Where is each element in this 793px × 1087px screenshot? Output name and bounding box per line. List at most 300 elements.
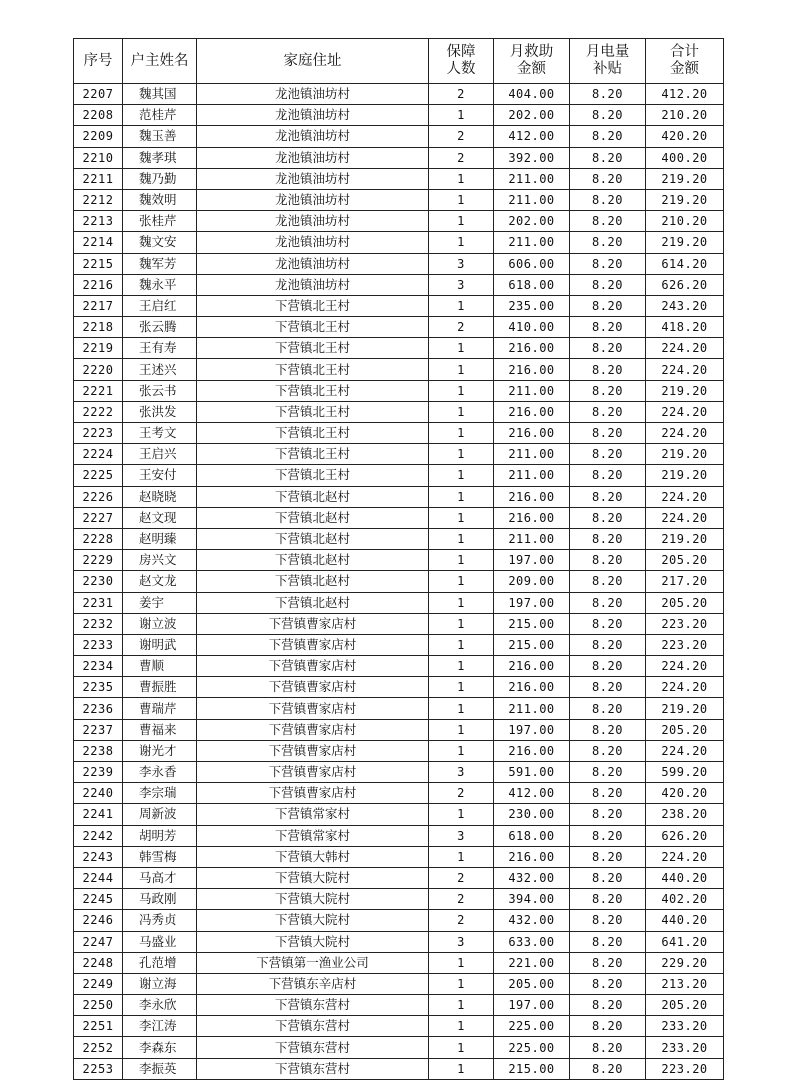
address-cell: 龙池镇油坊村 [197,147,429,168]
power-cell: 8.20 [570,571,646,592]
seq-cell: 2238 [74,740,123,761]
people-cell: 1 [429,677,494,698]
people-cell: 2 [429,317,494,338]
name-cell: 王述兴 [123,359,197,380]
people-cell: 1 [429,211,494,232]
seq-cell: 2244 [74,867,123,888]
power-cell: 8.20 [570,507,646,528]
seq-cell: 2227 [74,507,123,528]
address-cell: 下营镇第一渔业公司 [197,952,429,973]
seq-cell: 2226 [74,486,123,507]
address-cell: 下营镇北赵村 [197,507,429,528]
power-cell: 8.20 [570,783,646,804]
header-aid-line1: 月救助 [509,44,554,60]
power-cell: 8.20 [570,253,646,274]
address-cell: 龙池镇油坊村 [197,189,429,210]
people-cell: 1 [429,105,494,126]
name-cell: 马盛业 [123,931,197,952]
seq-cell: 2209 [74,126,123,147]
people-cell: 2 [429,867,494,888]
relief-roster-table [73,38,724,1080]
table-row [74,677,724,698]
power-cell: 8.20 [570,995,646,1016]
header-people [429,39,494,84]
table-row [74,571,724,592]
seq-cell: 2218 [74,317,123,338]
address-cell: 龙池镇油坊村 [197,232,429,253]
name-cell: 魏其国 [123,84,197,105]
people-cell: 1 [429,168,494,189]
name-cell: 李振英 [123,1058,197,1079]
people-cell: 1 [429,698,494,719]
people-cell: 1 [429,550,494,571]
name-cell: 王安付 [123,465,197,486]
total-cell: 223.20 [646,634,724,655]
power-cell: 8.20 [570,486,646,507]
table-row [74,317,724,338]
power-cell: 8.20 [570,698,646,719]
people-cell: 1 [429,295,494,316]
total-cell: 400.20 [646,147,724,168]
seq-cell: 2215 [74,253,123,274]
power-cell: 8.20 [570,380,646,401]
seq-cell: 2242 [74,825,123,846]
people-cell: 1 [429,1016,494,1037]
total-cell: 233.20 [646,1037,724,1058]
total-cell: 219.20 [646,168,724,189]
table-row [74,846,724,867]
aid-cell: 394.00 [494,889,570,910]
total-cell: 420.20 [646,126,724,147]
address-cell: 下营镇常家村 [197,804,429,825]
aid-cell: 211.00 [494,232,570,253]
total-cell: 223.20 [646,613,724,634]
aid-cell: 606.00 [494,253,570,274]
table-row [74,359,724,380]
people-cell: 1 [429,846,494,867]
aid-cell: 404.00 [494,84,570,105]
people-cell: 1 [429,571,494,592]
aid-cell: 211.00 [494,698,570,719]
address-cell: 下营镇北王村 [197,317,429,338]
seq-cell: 2216 [74,274,123,295]
address-cell: 下营镇北王村 [197,423,429,444]
table-row [74,1037,724,1058]
address-cell: 下营镇北王村 [197,338,429,359]
power-cell: 8.20 [570,338,646,359]
people-cell: 2 [429,910,494,931]
aid-cell: 225.00 [494,1016,570,1037]
seq-cell: 2240 [74,783,123,804]
name-cell: 谢立波 [123,613,197,634]
header-total-line2: 金额 [670,61,699,77]
address-cell: 下营镇曹家店村 [197,698,429,719]
seq-cell: 2239 [74,762,123,783]
name-cell: 赵明臻 [123,528,197,549]
address-cell: 下营镇大院村 [197,910,429,931]
seq-cell: 2251 [74,1016,123,1037]
people-cell: 1 [429,359,494,380]
address-cell: 下营镇东营村 [197,995,429,1016]
people-cell: 2 [429,889,494,910]
people-cell: 1 [429,1058,494,1079]
people-cell: 1 [429,465,494,486]
name-cell: 张云腾 [123,317,197,338]
total-cell: 233.20 [646,1016,724,1037]
table-row [74,995,724,1016]
people-cell: 1 [429,423,494,444]
address-cell: 下营镇大院村 [197,931,429,952]
total-cell: 229.20 [646,952,724,973]
header-total-line1: 合计 [670,44,699,60]
people-cell: 3 [429,274,494,295]
table-row [74,973,724,994]
seq-cell: 2241 [74,804,123,825]
table-row [74,126,724,147]
power-cell: 8.20 [570,84,646,105]
name-cell: 张云书 [123,380,197,401]
name-cell: 曹顺 [123,656,197,677]
seq-cell: 2235 [74,677,123,698]
aid-cell: 197.00 [494,592,570,613]
address-cell: 下营镇北赵村 [197,592,429,613]
power-cell: 8.20 [570,168,646,189]
name-cell: 李永欣 [123,995,197,1016]
table-row [74,762,724,783]
table-row [74,486,724,507]
table-row [74,889,724,910]
seq-cell: 2231 [74,592,123,613]
power-cell: 8.20 [570,1037,646,1058]
address-cell: 下营镇北赵村 [197,571,429,592]
aid-cell: 216.00 [494,423,570,444]
people-cell: 1 [429,338,494,359]
address-cell: 下营镇常家村 [197,825,429,846]
people-cell: 2 [429,783,494,804]
address-cell: 下营镇曹家店村 [197,762,429,783]
total-cell: 205.20 [646,550,724,571]
seq-cell: 2247 [74,931,123,952]
address-cell: 下营镇北赵村 [197,550,429,571]
table-row [74,740,724,761]
table-row [74,380,724,401]
aid-cell: 197.00 [494,719,570,740]
aid-cell: 216.00 [494,338,570,359]
total-cell: 205.20 [646,719,724,740]
aid-cell: 211.00 [494,189,570,210]
address-cell: 下营镇东营村 [197,1037,429,1058]
people-cell: 1 [429,995,494,1016]
name-cell: 姜宇 [123,592,197,613]
table-row [74,867,724,888]
people-cell: 1 [429,613,494,634]
power-cell: 8.20 [570,211,646,232]
seq-cell: 2220 [74,359,123,380]
power-cell: 8.20 [570,147,646,168]
aid-cell: 202.00 [494,105,570,126]
total-cell: 219.20 [646,698,724,719]
aid-cell: 410.00 [494,317,570,338]
name-cell: 王有寿 [123,338,197,359]
name-cell: 谢立海 [123,973,197,994]
total-cell: 224.20 [646,338,724,359]
table-row [74,804,724,825]
people-cell: 1 [429,719,494,740]
seq-cell: 2225 [74,465,123,486]
address-cell: 下营镇北王村 [197,465,429,486]
aid-cell: 211.00 [494,465,570,486]
header-name: 户主姓名 [123,39,197,84]
table-row [74,465,724,486]
aid-cell: 618.00 [494,825,570,846]
address-cell: 下营镇曹家店村 [197,634,429,655]
seq-cell: 2252 [74,1037,123,1058]
table-row [74,147,724,168]
table-row [74,825,724,846]
total-cell: 243.20 [646,295,724,316]
address-cell: 下营镇北赵村 [197,528,429,549]
seq-cell: 2213 [74,211,123,232]
power-cell: 8.20 [570,867,646,888]
power-cell: 8.20 [570,232,646,253]
total-cell: 440.20 [646,867,724,888]
address-cell: 龙池镇油坊村 [197,168,429,189]
people-cell: 3 [429,931,494,952]
total-cell: 626.20 [646,825,724,846]
aid-cell: 618.00 [494,274,570,295]
power-cell: 8.20 [570,931,646,952]
name-cell: 李永香 [123,762,197,783]
seq-cell: 2248 [74,952,123,973]
table-row [74,444,724,465]
table-row [74,189,724,210]
total-cell: 223.20 [646,1058,724,1079]
aid-cell: 216.00 [494,740,570,761]
people-cell: 1 [429,380,494,401]
total-cell: 224.20 [646,507,724,528]
name-cell: 张洪发 [123,401,197,422]
total-cell: 440.20 [646,910,724,931]
power-cell: 8.20 [570,910,646,931]
seq-cell: 2249 [74,973,123,994]
address-cell: 下营镇东辛店村 [197,973,429,994]
power-cell: 8.20 [570,825,646,846]
aid-cell: 432.00 [494,867,570,888]
people-cell: 3 [429,825,494,846]
address-cell: 龙池镇油坊村 [197,126,429,147]
total-cell: 420.20 [646,783,724,804]
power-cell: 8.20 [570,889,646,910]
power-cell: 8.20 [570,126,646,147]
aid-cell: 211.00 [494,528,570,549]
aid-cell: 215.00 [494,613,570,634]
power-cell: 8.20 [570,1058,646,1079]
address-cell: 下营镇曹家店村 [197,656,429,677]
aid-cell: 197.00 [494,995,570,1016]
power-cell: 8.20 [570,189,646,210]
aid-cell: 221.00 [494,952,570,973]
total-cell: 217.20 [646,571,724,592]
table-row [74,550,724,571]
seq-cell: 2246 [74,910,123,931]
aid-cell: 412.00 [494,126,570,147]
seq-cell: 2245 [74,889,123,910]
total-cell: 210.20 [646,105,724,126]
people-cell: 1 [429,486,494,507]
table-row [74,1058,724,1079]
name-cell: 王启红 [123,295,197,316]
name-cell: 孔范增 [123,952,197,973]
aid-cell: 216.00 [494,846,570,867]
aid-cell: 215.00 [494,634,570,655]
total-cell: 205.20 [646,995,724,1016]
address-cell: 下营镇曹家店村 [197,783,429,804]
people-cell: 1 [429,401,494,422]
table-row [74,634,724,655]
name-cell: 范桂芹 [123,105,197,126]
people-cell: 1 [429,740,494,761]
table-row [74,783,724,804]
total-cell: 219.20 [646,444,724,465]
table-row [74,401,724,422]
aid-cell: 216.00 [494,677,570,698]
people-cell: 2 [429,84,494,105]
power-cell: 8.20 [570,105,646,126]
table-row [74,84,724,105]
name-cell: 韩雪梅 [123,846,197,867]
aid-cell: 197.00 [494,550,570,571]
total-cell: 219.20 [646,465,724,486]
aid-cell: 211.00 [494,380,570,401]
power-cell: 8.20 [570,613,646,634]
total-cell: 205.20 [646,592,724,613]
seq-cell: 2207 [74,84,123,105]
seq-cell: 2208 [74,105,123,126]
aid-cell: 211.00 [494,444,570,465]
name-cell: 曹福来 [123,719,197,740]
name-cell: 赵文龙 [123,571,197,592]
total-cell: 210.20 [646,211,724,232]
roster-body [74,84,724,1080]
total-cell: 213.20 [646,973,724,994]
people-cell: 3 [429,253,494,274]
power-cell: 8.20 [570,762,646,783]
people-cell: 1 [429,656,494,677]
aid-cell: 216.00 [494,401,570,422]
power-cell: 8.20 [570,952,646,973]
table-row [74,952,724,973]
aid-cell: 216.00 [494,486,570,507]
address-cell: 下营镇北王村 [197,401,429,422]
power-cell: 8.20 [570,359,646,380]
name-cell: 曹瑞芹 [123,698,197,719]
name-cell: 魏军芳 [123,253,197,274]
address-cell: 下营镇北王村 [197,444,429,465]
name-cell: 魏效明 [123,189,197,210]
seq-cell: 2234 [74,656,123,677]
seq-cell: 2233 [74,634,123,655]
aid-cell: 216.00 [494,507,570,528]
address-cell: 下营镇北王村 [197,380,429,401]
header-aid [494,39,570,84]
address-cell: 下营镇北赵村 [197,486,429,507]
name-cell: 冯秀贞 [123,910,197,931]
people-cell: 1 [429,507,494,528]
people-cell: 1 [429,952,494,973]
name-cell: 李江涛 [123,1016,197,1037]
address-cell: 龙池镇油坊村 [197,105,429,126]
seq-cell: 2250 [74,995,123,1016]
header-power [570,39,646,84]
seq-cell: 2221 [74,380,123,401]
total-cell: 238.20 [646,804,724,825]
aid-cell: 211.00 [494,168,570,189]
aid-cell: 591.00 [494,762,570,783]
seq-cell: 2230 [74,571,123,592]
address-cell: 下营镇大院村 [197,867,429,888]
total-cell: 224.20 [646,359,724,380]
table-row [74,274,724,295]
total-cell: 219.20 [646,528,724,549]
header-power-line1: 月电量 [585,44,630,60]
power-cell: 8.20 [570,592,646,613]
total-cell: 614.20 [646,253,724,274]
total-cell: 224.20 [646,740,724,761]
seq-cell: 2211 [74,168,123,189]
name-cell: 魏玉善 [123,126,197,147]
aid-cell: 209.00 [494,571,570,592]
total-cell: 219.20 [646,232,724,253]
power-cell: 8.20 [570,401,646,422]
address-cell: 下营镇北王村 [197,295,429,316]
table-row [74,1016,724,1037]
header-people-line1: 保障 [446,44,476,60]
address-cell: 龙池镇油坊村 [197,84,429,105]
name-cell: 周新波 [123,804,197,825]
address-cell: 下营镇曹家店村 [197,740,429,761]
table-row [74,253,724,274]
seq-cell: 2236 [74,698,123,719]
header-people-line2: 人数 [446,61,476,77]
address-cell: 龙池镇油坊村 [197,211,429,232]
people-cell: 1 [429,232,494,253]
people-cell: 1 [429,1037,494,1058]
people-cell: 1 [429,444,494,465]
seq-cell: 2217 [74,295,123,316]
power-cell: 8.20 [570,444,646,465]
power-cell: 8.20 [570,804,646,825]
power-cell: 8.20 [570,274,646,295]
power-cell: 8.20 [570,317,646,338]
aid-cell: 432.00 [494,910,570,931]
total-cell: 402.20 [646,889,724,910]
name-cell: 王启兴 [123,444,197,465]
aid-cell: 225.00 [494,1037,570,1058]
name-cell: 房兴文 [123,550,197,571]
aid-cell: 230.00 [494,804,570,825]
table-row [74,528,724,549]
total-cell: 418.20 [646,317,724,338]
table-row [74,613,724,634]
name-cell: 王考文 [123,423,197,444]
aid-cell: 202.00 [494,211,570,232]
power-cell: 8.20 [570,740,646,761]
seq-cell: 2224 [74,444,123,465]
name-cell: 魏文安 [123,232,197,253]
total-cell: 412.20 [646,84,724,105]
address-cell: 龙池镇油坊村 [197,253,429,274]
total-cell: 224.20 [646,677,724,698]
